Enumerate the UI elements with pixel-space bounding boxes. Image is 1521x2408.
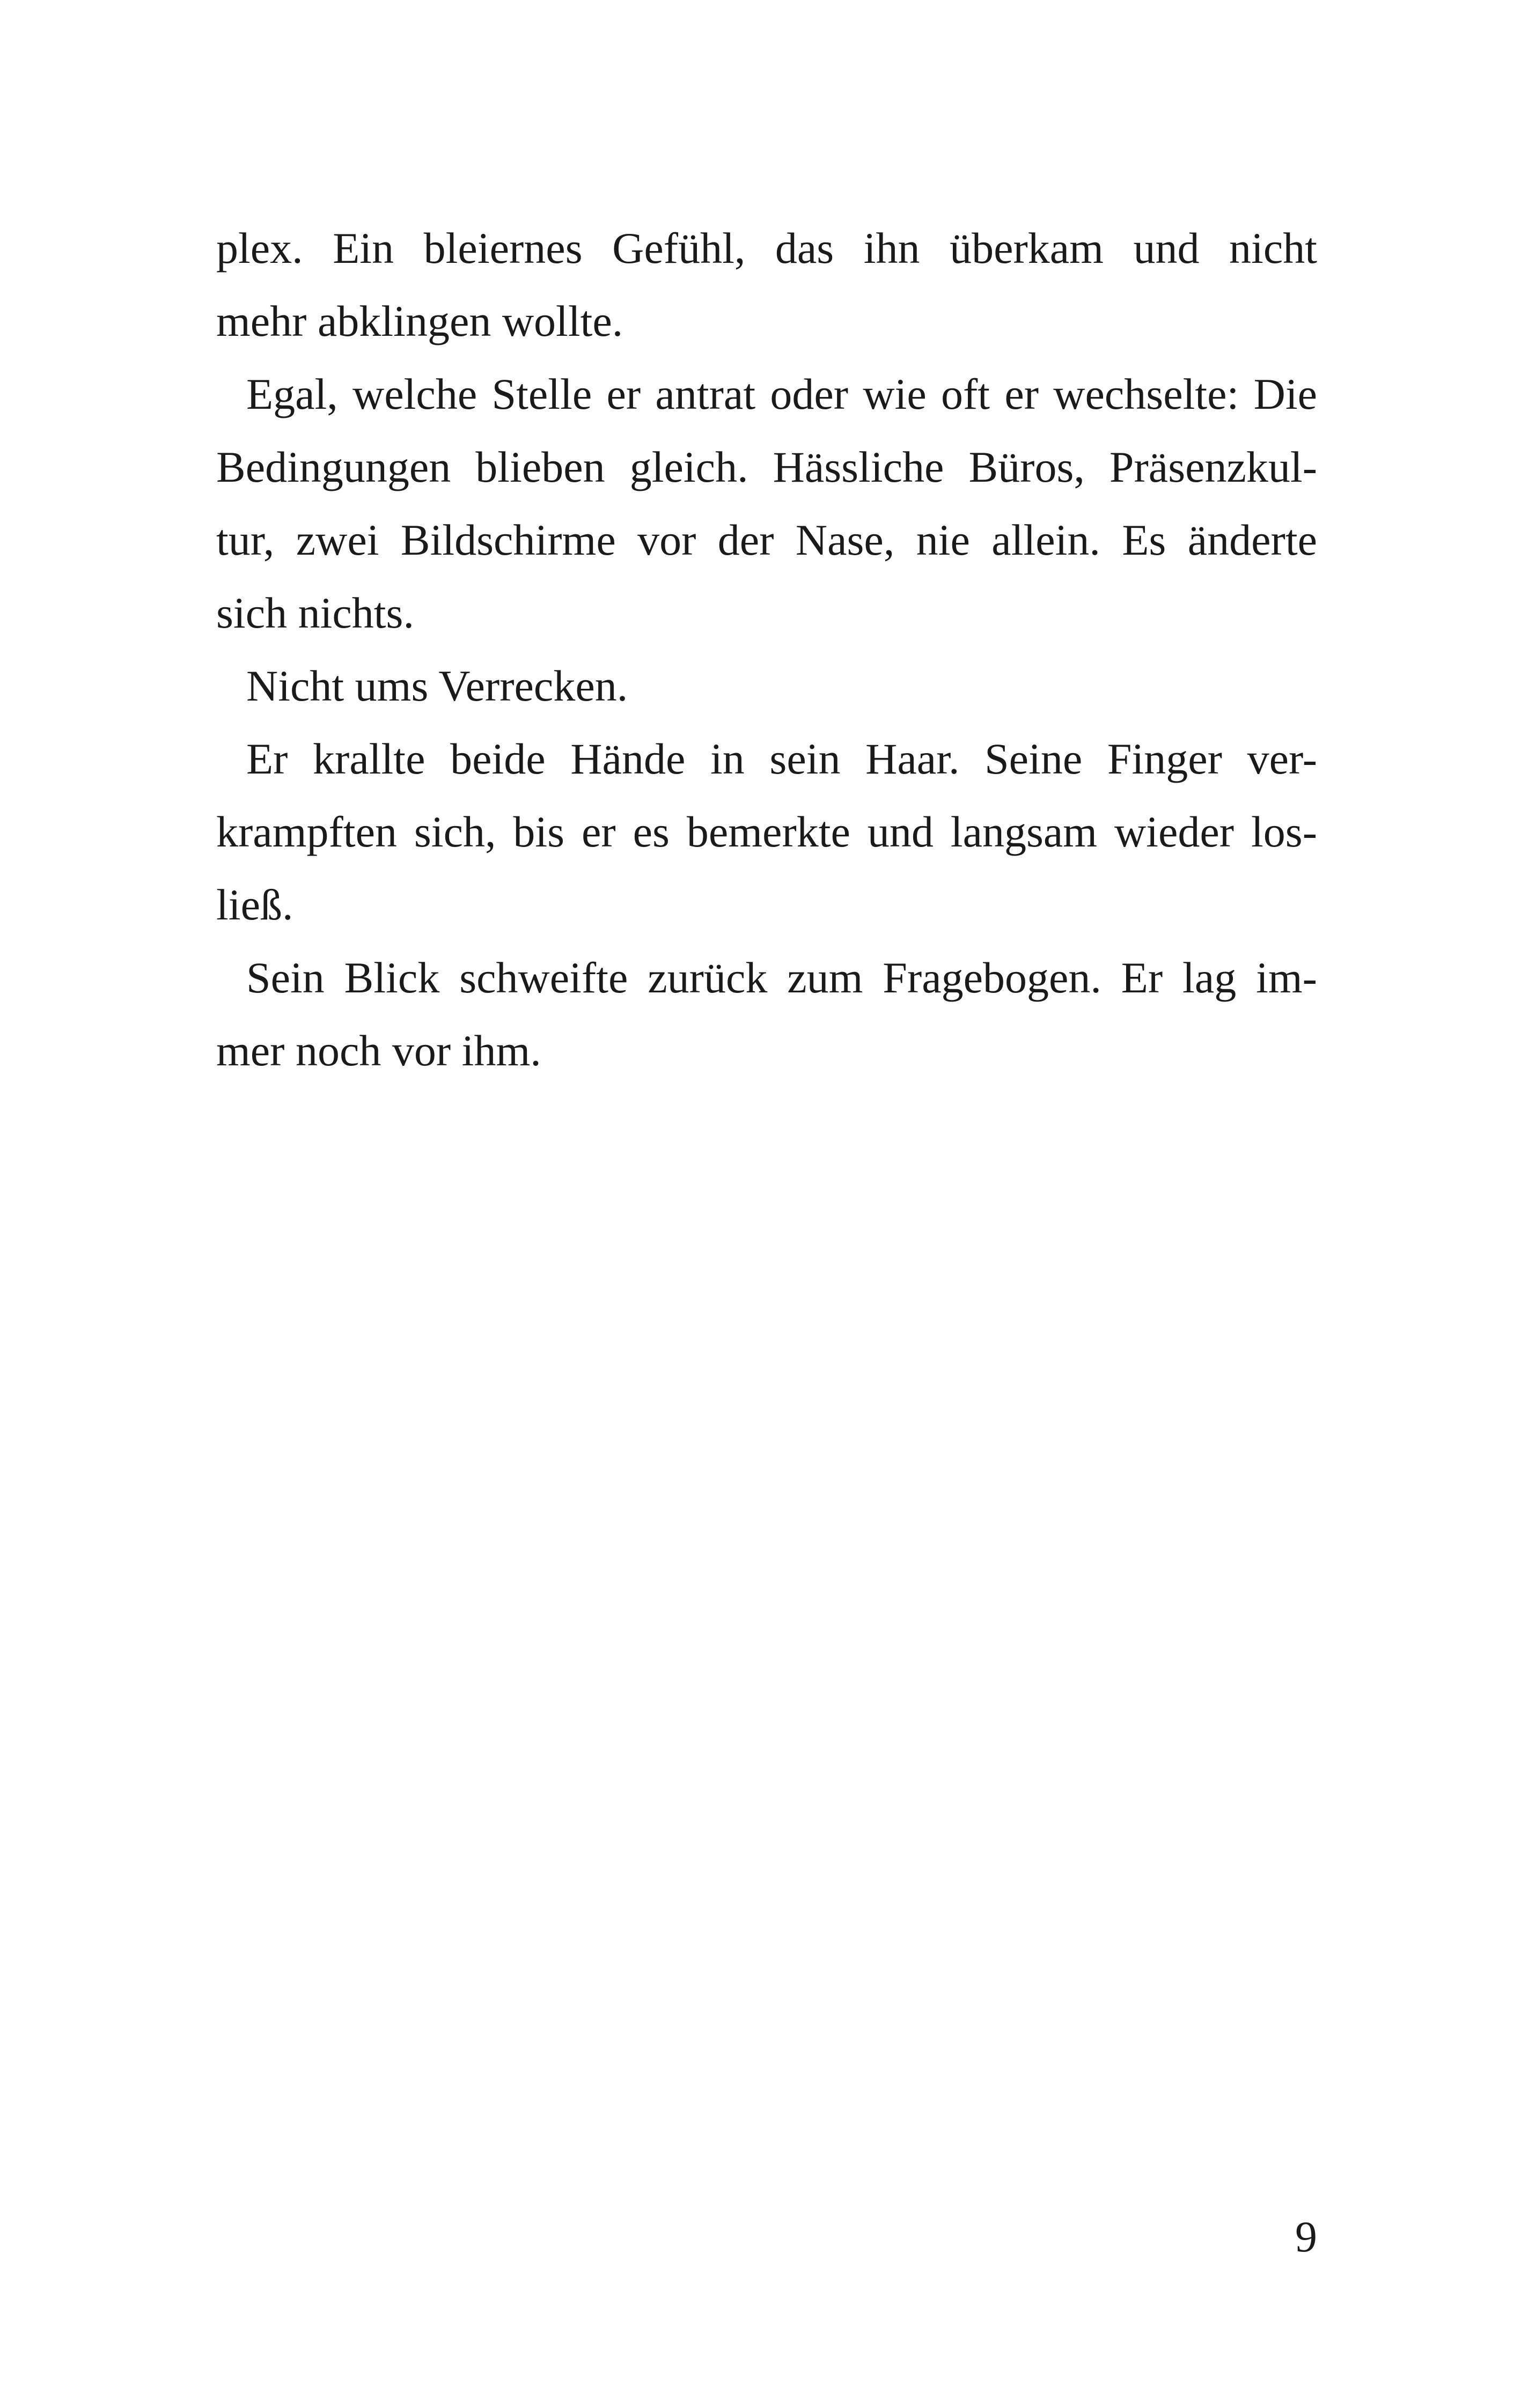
text-line: mehr abklingen wollte. [216, 297, 623, 345]
text-line: plex. Ein bleiernes Gefühl, das ihn überkam und nicht [216, 224, 1317, 273]
text-line: ließ. [216, 880, 293, 929]
paragraph [216, 212, 1317, 358]
text-line: Bedingungen blieben gleich. Hässliche Büros, Präsenzkul- [216, 443, 1317, 491]
text-line: krampften sich, bis er es bemerkte und langsam wieder los- [216, 807, 1317, 856]
text-line: sich nichts. [216, 588, 414, 637]
text-line: Egal, welche Stelle er antrat oder wie oft er wechselte: Die [246, 370, 1317, 418]
paragraph [216, 941, 1317, 1087]
paragraph [216, 358, 1317, 650]
body-text [216, 212, 1317, 1087]
text-line: Nicht ums Verrecken. [246, 661, 628, 710]
text-line: Er krallte beide Hände in sein Haar. Seine Finger ver- [246, 734, 1317, 783]
page-number: 9 [1295, 2212, 1317, 2261]
paragraph [216, 723, 1317, 941]
text-line: tur, zwei Bildschirme vor der Nase, nie allein. Es änderte [216, 516, 1317, 564]
text-line: mer noch vor ihm. [216, 1026, 541, 1075]
text-line: Sein Blick schweifte zurück zum Fragebogen. Er lag im- [246, 953, 1317, 1002]
paragraph [216, 650, 1317, 723]
